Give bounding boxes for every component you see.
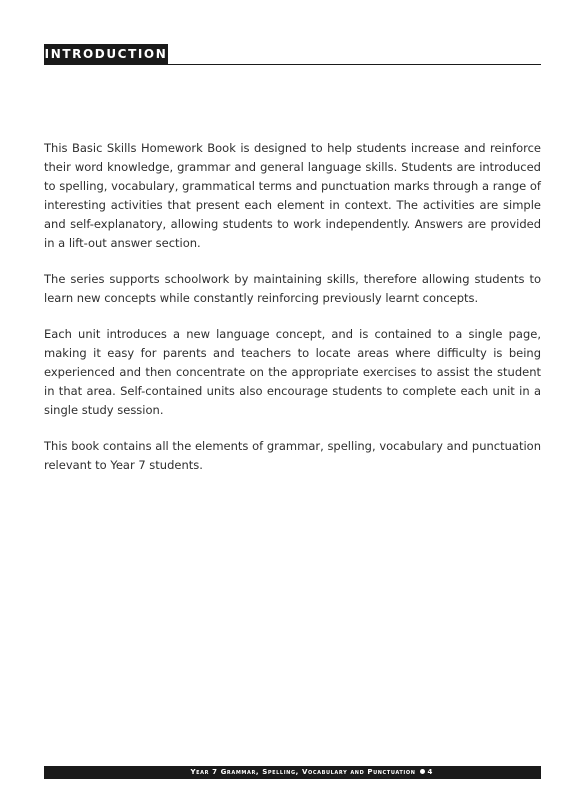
page-number: 4 [427, 768, 433, 776]
bullet-icon [420, 769, 425, 774]
introduction-body [44, 139, 541, 492]
paragraph-1: This Basic Skills Homework Book is designed to help students increase and reinforce their word knowledge, grammar and general language skills. Students are introduced to spelling, vocabulary, grammatical terms and punctuation marks through a range of interesting activities that present each element in context. The activities are simple and self-explanatory, allowing students to work independently. Answers are provided in a lift-out answer section. [44, 141, 541, 250]
page-footer [44, 766, 541, 779]
paragraph-2: The series supports schoolwork by maintaining skills, therefore allowing students to learn new concepts while constantly reinforcing previously learnt concepts. [44, 272, 541, 305]
page-header [44, 44, 541, 65]
paragraph-4: This book contains all the elements of grammar, spelling, vocabulary and punctuation relevant to Year 7 students. [44, 439, 541, 472]
footer-book-title: Year 7 Grammar, Spelling, Vocabulary and Punctuation [190, 768, 416, 776]
paragraph-3: Each unit introduces a new language concept, and is contained to a single page, making it easy for parents and teachers to locate areas where difficulty is being experienced and then concentrate on the appropriate exercises to assist the student in that area. Self-contained units also encourage students to complete each unit in a single study session. [44, 327, 541, 417]
section-title: INTRODUCTION [44, 44, 168, 64]
